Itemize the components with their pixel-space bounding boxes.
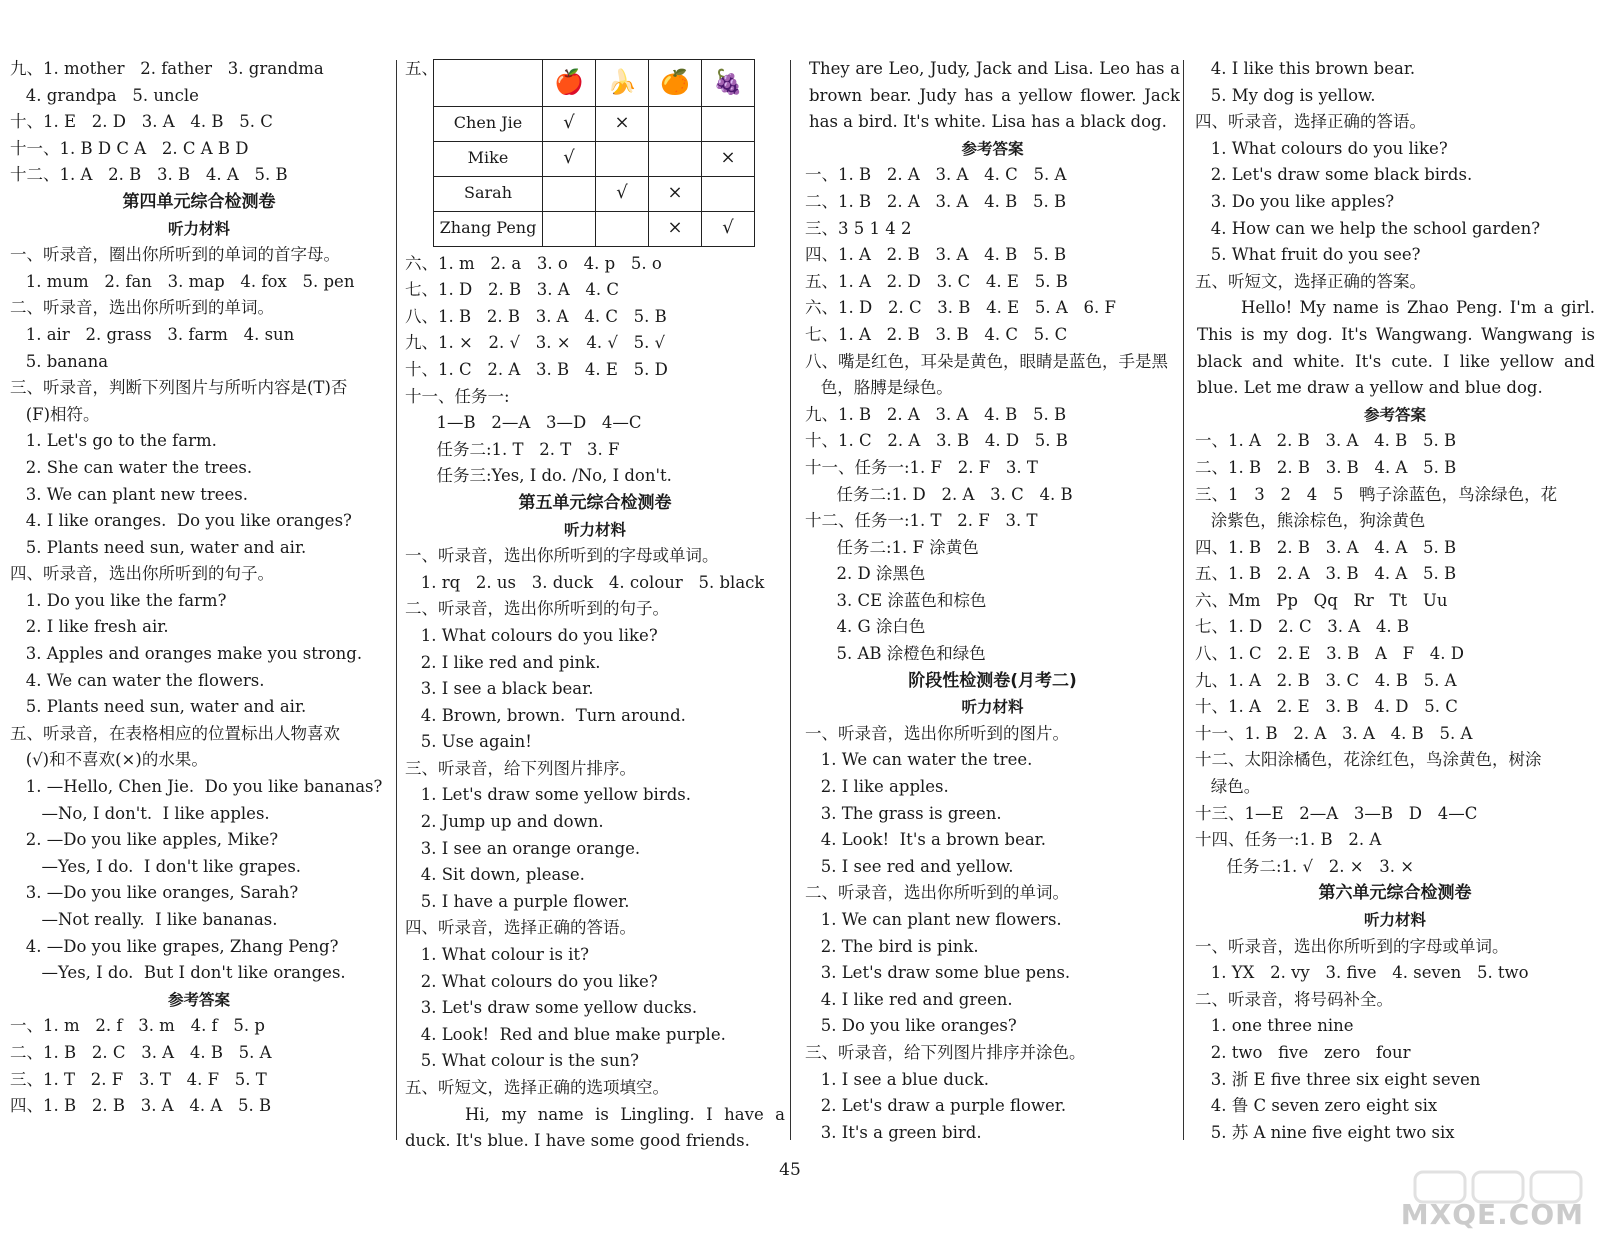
- text-line: 九、1. B 2. A 3. A 4. B 5. B: [805, 404, 1067, 424]
- stage-listening-title: 听力材料: [961, 698, 1024, 717]
- text-line: 五、1. B 2. A 3. B 4. A 5. B: [1195, 564, 1457, 584]
- text-line: 5. Plants need sun, water and air.: [10, 697, 307, 717]
- text-line: 3. Do you like apples?: [1195, 191, 1395, 211]
- text-line: 5. What fruit do you see?: [1195, 245, 1421, 265]
- column-divider-3: [1183, 60, 1184, 1140]
- text-line: 五、听录音，在表格相应的位置标出人物喜欢: [10, 723, 340, 743]
- unit6-listening-title: 听力材料: [1363, 911, 1426, 929]
- text-line: 4. I like oranges. Do you like oranges?: [10, 511, 352, 531]
- column-divider-2: [790, 60, 791, 1140]
- text-line: 二、听录音，选出你所听到的单词。: [805, 883, 1069, 903]
- text-line: 3. The grass is green.: [805, 803, 1002, 823]
- text-line: 十、1. E 2. D 3. A 4. B 5. C: [10, 112, 273, 132]
- text-line: 十二、1. A 2. B 3. B 4. A 5. B: [10, 165, 288, 185]
- text-line: 4. 鲁 C seven zero eight six: [1195, 1096, 1438, 1116]
- text-line: 3. I see an orange orange.: [405, 838, 641, 858]
- text-line: 七、1. D 2. B 3. A 4. C: [405, 280, 620, 300]
- stage-answers: [1195, 428, 1595, 880]
- unit4-answers-title: 参考答案: [167, 990, 230, 1009]
- text-line: 2. two five zero four: [1195, 1042, 1411, 1062]
- text-line: 四、1. B 2. B 3. A 4. A 5. B: [10, 1096, 272, 1116]
- text-line: 八、嘴是红色，耳朵是黄色，眼睛是蓝色，手是黑: [805, 351, 1168, 371]
- text-line: 三、3 5 1 4 2: [805, 218, 912, 238]
- text-line: 3. CE 涂蓝色和棕色: [805, 590, 987, 610]
- text-line: 2. The bird is pink.: [805, 936, 979, 956]
- text-line: 2. I like red and pink.: [405, 652, 601, 672]
- text-line: 2. I like fresh air.: [10, 617, 169, 637]
- text-line: 1. —Hello, Chen Jie. Do you like bananas?: [10, 777, 383, 797]
- text-line: 四、1. B 2. B 3. A 4. A 5. B: [1195, 537, 1457, 557]
- text-line: 十三、1—E 2—A 3—B D 4—C: [1195, 803, 1478, 823]
- text-line: 5. 苏 A nine five eight two six: [1195, 1122, 1455, 1142]
- text-line: 六、1. m 2. a 3. o 4. p 5. o: [405, 253, 662, 273]
- unit5-passage-start: Hi, my name is Lingling. I have a duck. It's blue. I have some good friends.: [405, 1104, 785, 1151]
- text-line: 1. What colours do you like?: [405, 625, 658, 645]
- text-line: 二、1. B 2. A 3. A 4. B 5. B: [805, 191, 1067, 211]
- text-line: 十二、任务一:1. T 2. F 3. T: [805, 511, 1038, 531]
- text-line: 十、1. C 2. A 3. B 4. E 5. D: [405, 359, 668, 379]
- preference-cell: [543, 211, 596, 246]
- unit4-listening-title: 听力材料: [167, 219, 230, 238]
- text-line: 任务二:1. T 2. T 3. F: [405, 439, 620, 459]
- text-line: 1. What colour is it?: [405, 945, 589, 965]
- text-line: 一、1. A 2. B 3. A 4. B 5. B: [1195, 431, 1457, 451]
- person-name: Mike: [434, 141, 543, 176]
- text-line: 1. I see a blue duck.: [805, 1069, 989, 1089]
- text-line: 九、1. A 2. B 3. C 4. B 5. A: [1195, 670, 1457, 690]
- text-line: 三、1. T 2. F 3. T 4. F 5. T: [10, 1069, 267, 1089]
- text-line: 十、1. C 2. A 3. B 4. D 5. B: [805, 431, 1068, 451]
- text-line: 3. Let's draw some blue pens.: [805, 963, 1071, 983]
- preference-cell: √: [543, 106, 596, 141]
- text-line: 二、听录音，将号码补全。: [1195, 989, 1393, 1009]
- text-line: 三、听录音，给下列图片排序并涂色。: [805, 1042, 1086, 1062]
- text-line: 3. We can plant new trees.: [10, 484, 248, 504]
- text-line: 3. Let's draw some yellow ducks.: [405, 998, 698, 1018]
- text-line: 五、听短文，选择正确的选项填空。: [405, 1078, 669, 1097]
- text-line: 涂紫色，熊涂棕色，狗涂黄色: [1195, 511, 1426, 531]
- unit6-listening: [1195, 934, 1595, 1147]
- text-line: 十、1. A 2. E 3. B 4. D 5. C: [1195, 697, 1458, 717]
- text-line: 一、1. B 2. A 3. A 4. C 5. A: [805, 165, 1067, 185]
- text-line: 2. She can water the trees.: [10, 457, 253, 477]
- text-line: 4. G 涂白色: [805, 617, 926, 637]
- text-line: 四、听录音，选择正确的答语。: [1195, 112, 1426, 132]
- column-3: [805, 56, 1180, 1146]
- text-line: 七、1. A 2. B 3. B 4. C 5. C: [805, 324, 1068, 344]
- text-line: 1. Let's draw some yellow birds.: [405, 785, 691, 805]
- text-line: 五、1. A 2. D 3. C 4. E 5. B: [805, 271, 1068, 291]
- text-line: 2. Let's draw a purple flower.: [805, 1096, 1067, 1116]
- text-line: 4. I like red and green.: [805, 989, 1013, 1009]
- text-line: 1. Let's go to the farm.: [10, 431, 217, 451]
- text-line: 5. I see red and yellow.: [805, 856, 1014, 876]
- table-row: [434, 176, 755, 211]
- preference-cell: √: [543, 141, 596, 176]
- unit5-listening-title: 听力材料: [563, 520, 626, 539]
- text-line: 2. Let's draw some black birds.: [1195, 165, 1473, 185]
- text-line: —Yes, I do. I don't like grapes.: [10, 856, 302, 876]
- text-line: 五、听短文，选择正确的答案。: [1195, 271, 1426, 291]
- text-line: 5. banana: [10, 351, 109, 371]
- text-line: 十一、1. B D C A 2. C A B D: [10, 138, 249, 158]
- person-name: Zhang Peng: [434, 211, 543, 246]
- text-line: 4. Brown, brown. Turn around.: [405, 705, 686, 725]
- text-line: 1. mum 2. fan 3. map 4. fox 5. pen: [10, 271, 355, 291]
- text-line: 九、1. × 2. √ 3. × 4. √ 5. √: [405, 333, 666, 353]
- text-line: 5. Do you like oranges?: [805, 1016, 1017, 1036]
- text-line: 十一、任务一:1. F 2. F 3. T: [805, 457, 1038, 477]
- grape-icon: 🍇: [702, 59, 755, 106]
- text-line: 3. It's a green bird.: [805, 1122, 982, 1142]
- text-line: 2. D 涂黑色: [805, 564, 926, 584]
- unit3-tail-answers: [10, 56, 388, 189]
- banana-icon: 🍌: [596, 59, 649, 106]
- preference-cell: [702, 176, 755, 211]
- watermark-text: MXQE.COM: [1400, 1198, 1584, 1231]
- preference-cell: ×: [649, 176, 702, 211]
- text-line: —No, I don't. I like apples.: [10, 803, 270, 823]
- text-line: 二、听录音，选出你所听到的单词。: [10, 298, 274, 318]
- stage-passage: Hello! My name is Zhao Peng. I'm a girl. This is my dog. It's Wangwang. Wangwang is black and white. It's cute. I like yellow and blue. Let me draw a yellow and blue dog.: [1197, 298, 1595, 398]
- column-4: [1195, 56, 1595, 1146]
- preference-cell: [702, 106, 755, 141]
- text-line: 一、1. m 2. f 3. m 4. f 5. p: [10, 1016, 265, 1036]
- preference-cell: √: [596, 176, 649, 211]
- text-line: 十二、太阳涂橘色，花涂红色，鸟涂黄色，树涂: [1195, 750, 1542, 770]
- text-line: 二、1. B 2. B 3. B 4. A 5. B: [1195, 457, 1457, 477]
- text-line: 5. Use again!: [405, 732, 532, 752]
- text-line: 六、1. D 2. C 3. B 4. E 5. A 6. F: [805, 298, 1116, 318]
- text-line: 3. Apples and oranges make you strong.: [10, 644, 363, 664]
- text-line: 4. I like this brown bear.: [1195, 59, 1416, 78]
- text-line: 5. AB 涂橙色和绿色: [805, 644, 986, 664]
- text-line: 1. What colours do you like?: [1195, 138, 1448, 158]
- unit4-title: 第四单元综合检测卷: [122, 191, 276, 212]
- table-corner-cell: [434, 59, 543, 106]
- text-line: 任务二:1. D 2. A 3. C 4. B: [805, 484, 1073, 504]
- text-line: 1. air 2. grass 3. farm 4. sun: [10, 324, 295, 344]
- text-line: 4. How can we help the school garden?: [1195, 218, 1541, 238]
- text-line: 九、1. mother 2. father 3. grandma: [10, 59, 324, 78]
- column-2: [405, 56, 785, 1155]
- text-line: 四、听录音，选出你所听到的句子。: [10, 564, 274, 584]
- page-number: 45: [779, 1160, 801, 1180]
- text-line: 1. rq 2. us 3. duck 4. colour 5. black: [405, 572, 765, 592]
- text-line: 四、听录音，选择正确的答语。: [405, 918, 636, 938]
- table-row: [434, 211, 755, 246]
- text-line: 八、1. C 2. E 3. B A F 4. D: [1195, 644, 1465, 664]
- text-line: 1. We can water the tree.: [805, 750, 1033, 770]
- text-line: 2. —Do you like apples, Mike?: [10, 830, 279, 850]
- text-line: 八、1. B 2. B 3. A 4. C 5. B: [405, 306, 667, 326]
- preference-cell: ×: [702, 141, 755, 176]
- text-line: 六、Mm Pp Qq Rr Tt Uu: [1195, 590, 1448, 610]
- text-line: —Yes, I do. But I don't like oranges.: [10, 963, 346, 983]
- text-line: 任务三:Yes, I do. /No, I don't.: [405, 466, 672, 486]
- text-line: 四、1. A 2. B 3. A 4. B 5. B: [805, 245, 1067, 265]
- text-line: 4. grandpa 5. uncle: [10, 85, 199, 105]
- text-line: 2. I like apples.: [805, 777, 949, 797]
- preference-cell: [649, 106, 702, 141]
- text-line: 二、1. B 2. C 3. A 4. B 5. A: [10, 1042, 272, 1062]
- column-1: [10, 56, 388, 1120]
- stage-listening-continued: [1195, 56, 1595, 295]
- text-line: 十四、任务一:1. B 2. A: [1195, 830, 1382, 850]
- text-line: 任务二:1. √ 2. × 3. ×: [1195, 856, 1415, 876]
- text-line: (F)相符。: [10, 404, 100, 424]
- preference-cell: √: [702, 211, 755, 246]
- preference-cell: [596, 141, 649, 176]
- text-line: 二、听录音，选出你所听到的句子。: [405, 599, 669, 619]
- text-line: 2. What colours do you like?: [405, 971, 658, 991]
- text-line: 三、听录音，判断下列图片与所听内容是(T)否: [10, 378, 348, 398]
- unit4-answers: [10, 1013, 388, 1119]
- text-line: 绿色。: [1195, 777, 1261, 797]
- text-line: 4. Look! Red and blue make purple.: [405, 1024, 726, 1044]
- text-line: 色，胳膊是绿色。: [805, 378, 953, 398]
- stage-answers-title: 参考答案: [1363, 405, 1426, 424]
- text-line: 5. Plants need sun, water and air.: [10, 537, 307, 557]
- fruit-preference-table: [433, 59, 755, 247]
- unit5-passage-continued: They are Leo, Judy, Jack and Lisa. Leo has a brown bear. Judy has a yellow flower. Jack has a bird. It's white. Lisa has a black dog.: [809, 59, 1180, 132]
- text-line: 3. 浙 E five three six eight seven: [1195, 1069, 1481, 1089]
- text-line: 4. Look! It's a brown bear.: [805, 830, 1047, 850]
- text-line: 1. We can plant new flowers.: [805, 910, 1062, 929]
- person-name: Chen Jie: [434, 106, 543, 141]
- text-line: 一、听录音，选出你所听到的字母或单词。: [1195, 936, 1509, 956]
- text-line: 1. one three nine: [1195, 1016, 1354, 1036]
- preference-cell: [596, 211, 649, 246]
- text-line: 3. I see a black bear.: [405, 679, 594, 699]
- text-line: 七、1. D 2. C 3. A 4. B: [1195, 617, 1410, 637]
- unit6-title: 第六单元综合检测卷: [1318, 883, 1472, 904]
- orange-icon: 🍊: [649, 59, 702, 106]
- text-line: 2. Jump up and down.: [405, 812, 604, 832]
- text-line: 3. —Do you like oranges, Sarah?: [10, 883, 299, 903]
- preference-cell: ×: [649, 211, 702, 246]
- text-line: 1. Do you like the farm?: [10, 590, 227, 610]
- preference-cell: [649, 141, 702, 176]
- stage-test-title: 阶段性检测卷(月考二): [908, 670, 1077, 691]
- unit4-listening: [10, 242, 388, 987]
- text-line: 1—B 2—A 3—D 4—C: [405, 413, 642, 433]
- text-line: 一、听录音，圈出你所听到的单词的首字母。: [10, 245, 340, 265]
- person-name: Sarah: [434, 176, 543, 211]
- text-line: 十一、1. B 2. A 3. A 4. B 5. A: [1195, 723, 1473, 743]
- text-line: —Not really. I like bananas.: [10, 910, 278, 929]
- text-line: 一、听录音，选出你所听到的字母或单词。: [405, 546, 719, 566]
- unit4-answers-continued: [405, 251, 785, 490]
- text-line: 任务二:1. F 涂黄色: [805, 537, 979, 557]
- text-line: 4. We can water the flowers.: [10, 670, 265, 690]
- text-line: (√)和不喜欢(×)的水果。: [10, 750, 208, 770]
- unit5-answers: [805, 162, 1180, 667]
- text-line: 5. What colour is the sun?: [405, 1051, 639, 1071]
- text-line: 4. Sit down, please.: [405, 865, 585, 885]
- text-line: 1. YX 2. vy 3. five 4. seven 5. two: [1195, 963, 1529, 983]
- text-line: 三、听录音，给下列图片排序。: [405, 758, 636, 778]
- table-row: [434, 141, 755, 176]
- text-line: 5. I have a purple flower.: [405, 891, 630, 911]
- table-section-label: 五、: [405, 59, 438, 78]
- unit5-answers-title: 参考答案: [961, 139, 1024, 158]
- unit5-title: 第五单元综合检测卷: [518, 492, 672, 513]
- text-line: 十一、任务一:: [405, 386, 510, 406]
- preference-cell: ×: [596, 106, 649, 141]
- apple-icon: 🍎: [543, 59, 596, 106]
- unit5-listening: [405, 543, 785, 1101]
- text-line: 一、听录音，选出你所听到的图片。: [805, 723, 1069, 743]
- stage-listening: [805, 721, 1180, 1147]
- text-line: 4. —Do you like grapes, Zhang Peng?: [10, 936, 339, 956]
- text-line: 5. My dog is yellow.: [1195, 85, 1376, 105]
- text-line: 三、1 3 2 4 5 鸭子涂蓝色，鸟涂绿色，花: [1195, 484, 1558, 504]
- column-divider-1: [396, 60, 397, 1140]
- preference-cell: [543, 176, 596, 211]
- table-row: [434, 106, 755, 141]
